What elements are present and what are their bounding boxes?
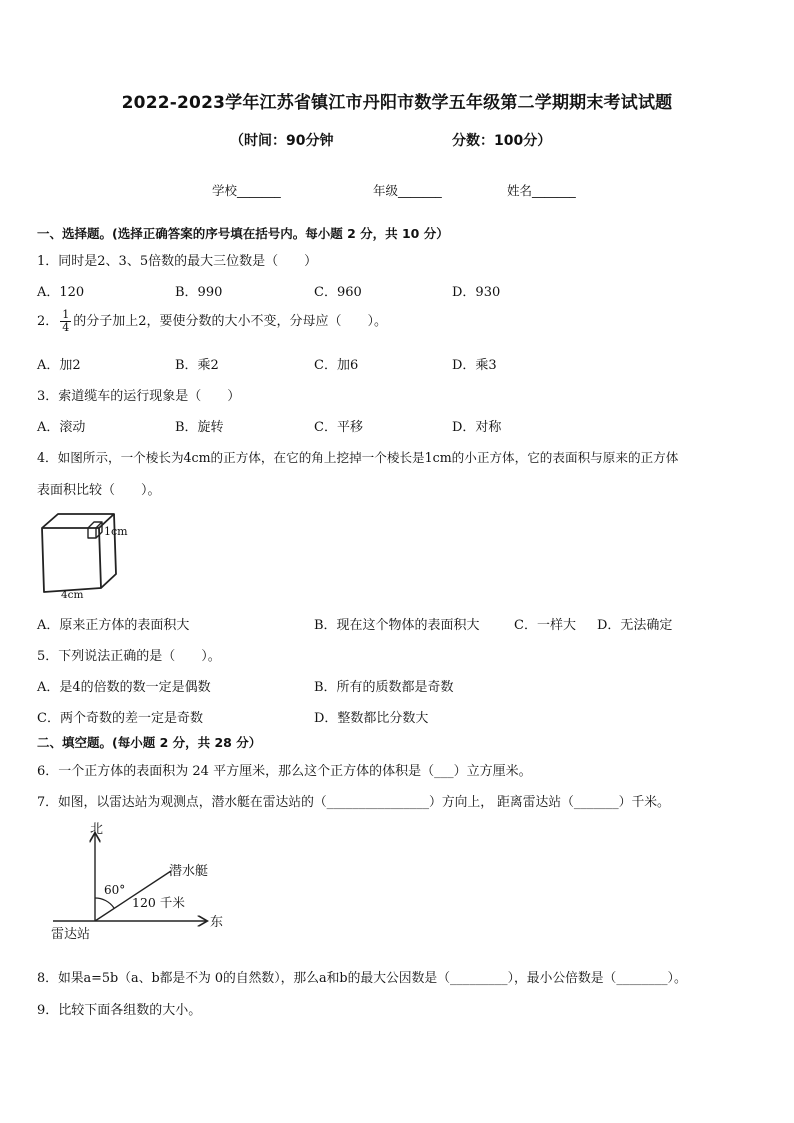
q5-option-a[interactable]: A．是4的倍数的数一定是偶数 (37, 680, 211, 695)
q1-option-a[interactable]: A．120 (37, 285, 85, 300)
name-field[interactable]: 姓名_______ (507, 183, 576, 198)
q4-option-a[interactable]: A．原来正方体的表面积大 (37, 618, 190, 633)
question-4-line2: 表面积比较（ ）。 (37, 483, 161, 498)
question-2 (37, 309, 387, 334)
q2-text: 的分子加上2，要使分数的大小不变，分母应（ ）。 (73, 314, 388, 329)
q2-option-a[interactable]: A．加2 (37, 358, 81, 373)
cube-figure (34, 508, 154, 600)
small-cube-label: 1cm (104, 525, 128, 538)
question-6: 6．一个正方体的表面积为 24 平方厘米，那么这个正方体的体积是（___）立方厘米。 (37, 764, 532, 779)
fraction (60, 309, 71, 334)
q5-option-c[interactable]: C．两个奇数的差一定是奇数 (37, 711, 203, 726)
direction-figure (48, 820, 233, 942)
section2-heading: 二、填空题。(每小题 2 分，共 28 分） (37, 735, 262, 750)
q3-option-a[interactable]: A．滚动 (37, 420, 86, 435)
section1-heading: 一、选择题。(选择正确答案的序号填在括号内。每小题 2 分，共 10 分） (37, 226, 449, 241)
q4-option-b[interactable]: B．现在这个物体的表面积大 (314, 618, 480, 633)
exam-score: 分数：100分） (452, 133, 552, 149)
q3-option-c[interactable]: C．平移 (314, 420, 363, 435)
q1-option-d[interactable]: D．930 (452, 285, 501, 300)
angle-arc (95, 898, 114, 908)
q2-option-b[interactable]: B．乘2 (175, 358, 219, 373)
q2-prefix: 2． (37, 314, 59, 329)
q1-option-b[interactable]: B．990 (175, 285, 223, 300)
grade-field[interactable]: 年级_______ (373, 183, 442, 198)
q5-option-d[interactable]: D．整数都比分数大 (314, 711, 429, 726)
q5-option-b[interactable]: B．所有的质数都是奇数 (314, 680, 454, 695)
q3-option-d[interactable]: D．对称 (452, 420, 502, 435)
exam-time: （时间：90分钟 (230, 133, 334, 149)
big-cube-label: 4cm (61, 589, 84, 600)
north-label: 北 (90, 822, 104, 837)
q4-option-c[interactable]: C．一样大 (514, 618, 576, 633)
distance-label: 120 千米 (132, 895, 185, 910)
submarine-label: 潜水艇 (169, 864, 209, 879)
question-7: 7．如图，以雷达站为观测点，潜水艇在雷达站的（________________）方向上， 距离雷达站（_______）千米。 (37, 795, 670, 810)
q3-option-b[interactable]: B．旋转 (175, 420, 224, 435)
question-9: 9．比较下面各组数的大小。 (37, 1003, 202, 1018)
fraction-numerator: 1 (62, 308, 70, 321)
question-8: 8．如果a=5b（a、b都是不为 0的自然数），那么a和b的最大公因数是（_________），最小公倍数是（________）。 (37, 971, 687, 986)
question-5: 5．下列说法正确的是（ ）。 (37, 649, 221, 664)
question-4-line1: 4．如图所示，一个棱长为4cm的正方体，在它的角上挖掉一个棱长是1cm的小正方体，它的表面积与原来的正方体 (37, 450, 679, 465)
page-title: 2022-2023学年江苏省镇江市丹阳市数学五年级第二学期期末考试试题 (121, 93, 673, 113)
angle-label: 60° (104, 883, 126, 897)
station-label: 雷达站 (51, 927, 91, 942)
q1-option-c[interactable]: C．960 (314, 285, 362, 300)
q2-option-d[interactable]: D．乘3 (452, 358, 497, 373)
east-label: 东 (210, 915, 224, 930)
school-field[interactable]: 学校_______ (212, 183, 281, 198)
fraction-denominator: 4 (62, 321, 70, 334)
q2-option-c[interactable]: C．加6 (314, 358, 359, 373)
q4-option-d[interactable]: D．无法确定 (597, 618, 673, 633)
question-1: 1．同时是2、3、5倍数的最大三位数是（ ） (37, 254, 318, 269)
question-3: 3．索道缆车的运行现象是（ ） (37, 389, 241, 404)
